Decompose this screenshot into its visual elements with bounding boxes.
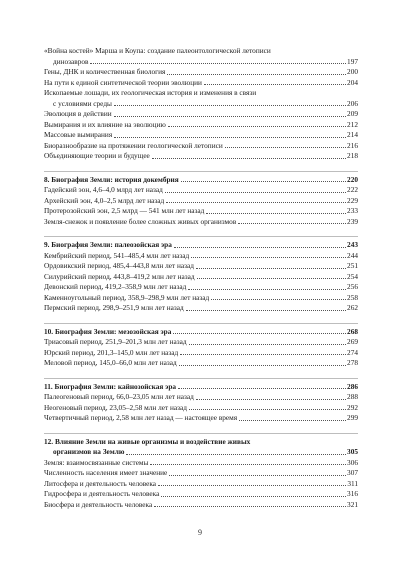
toc-entry-label: динозавров [53, 56, 89, 66]
toc-entry-label: Вымирания и их влияние на эволюцию [44, 119, 166, 129]
page-number: 9 [198, 528, 202, 537]
chapter-heading[interactable] [44, 327, 358, 338]
toc-entry[interactable] [44, 120, 358, 131]
dot-leader [189, 409, 346, 410]
toc-page-number: 222 [347, 185, 358, 194]
toc-page-number: 200 [347, 67, 358, 76]
chapter-10 [44, 323, 358, 369]
toc-page-number: 204 [347, 77, 358, 87]
dot-leader [169, 475, 346, 476]
toc-entry[interactable] [44, 458, 358, 469]
toc-entry-text: «Война костей» Марша и Коупа: создание палеонтологической летописи [44, 46, 271, 55]
toc-entry[interactable] [44, 413, 358, 424]
toc-entry-label: Биосфера и деятельность человека [44, 499, 153, 509]
toc-page-number: 218 [347, 151, 358, 160]
chapter-12 [44, 433, 358, 511]
toc-page-number: 220 [347, 174, 358, 184]
toc-entry[interactable] [44, 489, 358, 500]
toc-entry[interactable] [44, 99, 358, 110]
toc-entry[interactable] [44, 468, 358, 479]
toc-page-number: 305 [347, 447, 358, 456]
dot-leader [165, 192, 346, 193]
toc-page-number: 316 [347, 489, 358, 498]
toc-entry-label: Численность населения имеет значение [44, 468, 168, 477]
chapter-heading[interactable] [44, 175, 358, 186]
toc-page-number: 258 [347, 292, 358, 302]
toc-page-number: 244 [347, 250, 358, 260]
toc-page-number: 306 [347, 457, 358, 467]
toc-entry[interactable] [44, 78, 358, 89]
dot-leader [174, 247, 346, 248]
dot-leader [154, 506, 346, 507]
dot-leader [150, 464, 346, 465]
dot-leader [173, 333, 346, 334]
toc-entry[interactable] [44, 403, 358, 414]
toc-entry-label: Гадейский эон, 4,6–4,0 млрд лет назад [44, 185, 163, 194]
toc-entry[interactable] [44, 206, 358, 217]
dot-leader [191, 257, 346, 258]
toc-entry-label: Эволюция в действии [44, 109, 112, 118]
dot-leader [238, 223, 346, 224]
toc-entry-label: Девонский период, 419,2–358,9 млн лет назад [44, 282, 187, 291]
toc-entry-label: Объединяющие теории и будущее [44, 151, 150, 160]
toc-page-number: 307 [347, 468, 358, 477]
toc-entry-label: Биоразнообразие на протяжении геологической летописи [44, 140, 223, 150]
dot-leader [186, 310, 346, 311]
toc-entry[interactable] [44, 196, 358, 207]
dot-leader [206, 213, 346, 214]
toc-page-number: 286 [347, 381, 358, 391]
toc-entry-label: Архейский эон, 4,0–2,5 млрд лет назад [44, 195, 165, 205]
dot-leader [168, 126, 346, 127]
toc-entry[interactable] [44, 392, 358, 403]
dot-leader [188, 289, 346, 290]
dot-leader [178, 388, 346, 389]
toc-entry-label: Неогеновый период, 23,05–2,58 млн лет назад [44, 402, 187, 412]
dot-leader [197, 278, 346, 279]
toc-page-number: 299 [347, 413, 358, 422]
toc-entry[interactable] [44, 358, 358, 369]
toc-entry[interactable] [44, 185, 358, 196]
toc-entry-label: с условиями среды [53, 98, 112, 108]
toc-entry[interactable] [44, 141, 358, 152]
toc-entry[interactable] [44, 130, 358, 141]
chapter-heading[interactable] [44, 382, 358, 393]
chapter-9 [44, 236, 358, 314]
toc-entry-label: Каменноугольный период, 358,9–298,9 млн лет назад [44, 292, 210, 302]
toc-entry-label: Палеогеновый период, 66,0–23,05 млн лет назад [44, 392, 194, 401]
toc-page-number: 251 [347, 261, 358, 270]
toc-page-number: 262 [347, 303, 358, 312]
toc-entry-label: Массовые вымирания [44, 130, 113, 139]
toc-entry[interactable] [44, 303, 358, 314]
toc-page-number: 216 [347, 140, 358, 150]
toc-page-number: 229 [347, 195, 358, 205]
toc-page-number: 212 [347, 119, 358, 129]
toc-page-number: 321 [347, 499, 358, 509]
chapter-title: 12. Влияние Земли на живые организмы и воздействие живых [44, 436, 251, 446]
chapter-title: 10. Биография Земли: мезозойская эра [44, 326, 172, 336]
dot-leader [90, 63, 346, 64]
toc-page-number: 214 [347, 130, 358, 139]
dot-leader [204, 84, 346, 85]
toc-entry[interactable] [44, 348, 358, 359]
toc-entry-label: Силурийский период, 443,8–419,2 млн лет назад [44, 271, 195, 281]
dot-leader [179, 365, 346, 366]
toc-entry[interactable] [44, 217, 358, 228]
dot-leader [166, 202, 346, 203]
toc-page-number: 206 [347, 98, 358, 108]
toc-page-number: 288 [347, 392, 358, 401]
toc-entry-label: Земля: взаимосвязанные системы [44, 457, 149, 467]
toc-entry[interactable] [44, 67, 358, 78]
toc-entry[interactable] [44, 109, 358, 120]
toc-entry[interactable] [44, 282, 358, 293]
dot-leader [161, 496, 346, 497]
toc-entry-label: На пути к единой синтетической теории эволюции [44, 77, 202, 87]
toc-entry-label: Ордовикский период, 485,4–443,8 млн лет назад [44, 261, 194, 270]
chapter-heading[interactable] [44, 240, 358, 251]
toc-page-number: 268 [347, 326, 358, 336]
dot-leader [114, 116, 346, 117]
dot-leader [239, 420, 346, 421]
dot-leader [211, 299, 346, 300]
dot-leader [225, 147, 346, 148]
dot-leader [152, 158, 346, 159]
dot-leader [114, 137, 346, 138]
chapter-title-cont: организмов на Землю [53, 447, 125, 456]
toc-page-number: 233 [347, 206, 358, 215]
toc-entry-label: Гидросфера и деятельность человека [44, 489, 160, 498]
dot-leader [167, 74, 346, 75]
table-of-contents [44, 46, 358, 510]
chapter-8 [44, 171, 358, 228]
toc-page-number: 197 [347, 56, 358, 66]
dot-leader [158, 485, 346, 486]
toc-entry-label: Триасовый период, 251,9–201,3 млн лет назад [44, 337, 187, 346]
toc-entry[interactable] [44, 261, 358, 272]
toc-page-number: 278 [347, 358, 358, 367]
toc-top-entries [44, 46, 358, 162]
toc-page-number: 209 [347, 109, 358, 118]
dot-leader [126, 454, 346, 455]
toc-entry[interactable] [44, 151, 358, 162]
chapter-title: 11. Биография Земли: кайнозойская эра [44, 381, 177, 391]
toc-entry-text: Ископаемые лошади, их геологическая история и изменения в связи [44, 88, 257, 97]
toc-page-number: 256 [347, 282, 358, 291]
toc-entry-label: Меловой период, 145,0–66,0 млн лет назад [44, 358, 177, 367]
chapter-heading[interactable] [44, 447, 358, 458]
dot-leader [196, 399, 346, 400]
chapter-title: 8. Биография Земли: история докембрия [44, 174, 179, 184]
dot-leader [181, 181, 346, 182]
toc-page-number: 239 [347, 216, 358, 226]
toc-entry[interactable] [44, 57, 358, 68]
dot-leader [189, 344, 346, 345]
toc-entry[interactable] [44, 479, 358, 490]
toc-page-number: 254 [347, 271, 358, 281]
chapter-title: 9. Биография Земли: палеозойская эра [44, 240, 172, 249]
toc-page-number: 292 [347, 402, 358, 412]
toc-entry-label: Кембрийский период, 541–485,4 млн лет назад [44, 250, 190, 260]
toc-entry-label: Протерозойский эон, 2,5 млрд — 541 млн лет назад [44, 206, 205, 215]
toc-page-number: 311 [347, 478, 358, 488]
toc-entry[interactable] [44, 500, 358, 511]
chapter-11 [44, 378, 358, 424]
toc-page-number: 269 [347, 337, 358, 346]
toc-entry-label: Пермский период, 298,9–251,9 млн лет назад [44, 303, 184, 312]
toc-entry-label: Четвертичный период, 2,58 млн лет назад — настоящее время [44, 413, 238, 422]
toc-entry[interactable] [44, 272, 358, 283]
toc-entry[interactable] [44, 251, 358, 262]
toc-entry-label: Гены, ДНК и количественная биология [44, 67, 166, 76]
toc-entry-label: Юрский период, 201,3–145,0 млн лет назад [44, 347, 179, 357]
toc-page-number: 243 [347, 240, 358, 249]
toc-entry[interactable] [44, 337, 358, 348]
dot-leader [196, 268, 346, 269]
dot-leader [114, 105, 346, 106]
toc-entry[interactable] [44, 293, 358, 304]
toc-page-number: 274 [347, 347, 358, 357]
toc-entry-label: Земля-снежок и появление более сложных живых организмов [44, 216, 237, 226]
dot-leader [180, 354, 346, 355]
toc-entry-label: Литосфера и деятельность человека [44, 478, 157, 488]
